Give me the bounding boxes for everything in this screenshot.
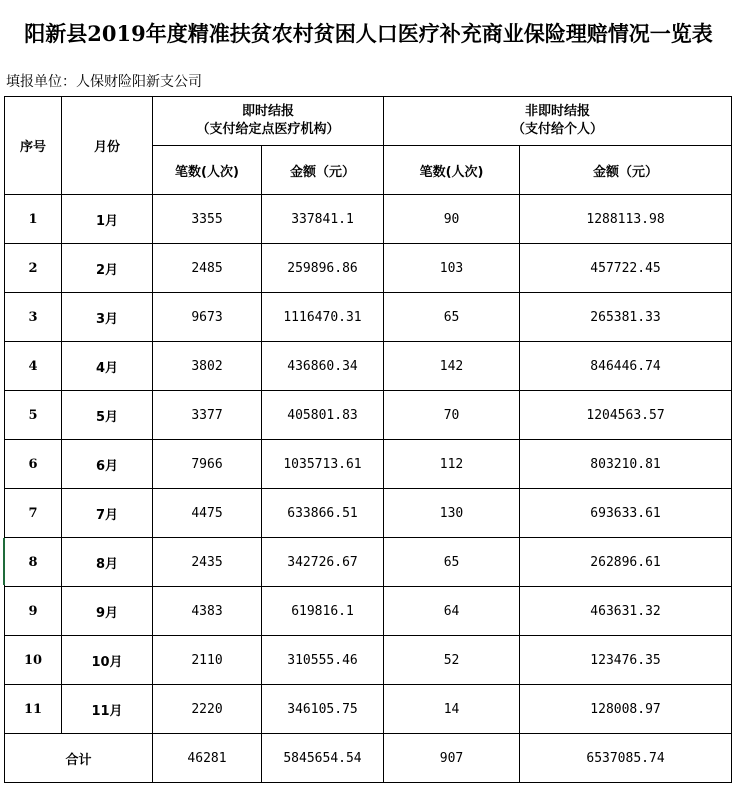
imm-amount-cell: 346105.75 [262,685,384,734]
seq-cell: 6 [5,440,62,489]
imm-amount-cell: 310555.46 [262,636,384,685]
header-deferred [384,97,732,146]
total-row [5,734,732,783]
seq-cell: 1 [5,195,62,244]
seq-cell: 4 [5,342,62,391]
table-row [5,489,732,538]
seq-cell: 10 [5,636,62,685]
imm-amount-cell: 436860.34 [262,342,384,391]
seq-cell: 7 [5,489,62,538]
total-label: 合计 [5,734,153,783]
header-def-count: 笔数(人次) [384,146,520,195]
table-row [5,440,732,489]
table-row [5,587,732,636]
imm-count-cell: 3355 [153,195,262,244]
table-row [5,293,732,342]
table-row [5,391,732,440]
header-month: 月份 [62,97,153,195]
month-cell: 8月 [62,538,153,587]
imm-count-cell: 2435 [153,538,262,587]
imm-count-cell: 2220 [153,685,262,734]
imm-amount-cell: 1035713.61 [262,440,384,489]
month-cell: 3月 [62,293,153,342]
imm-amount-cell: 342726.67 [262,538,384,587]
def-amount-cell: 803210.81 [520,440,732,489]
imm-count-cell: 3802 [153,342,262,391]
month-cell: 9月 [62,587,153,636]
table-row [5,195,732,244]
month-cell: 7月 [62,489,153,538]
total-def-count: 907 [384,734,520,783]
imm-count-cell: 2485 [153,244,262,293]
seq-cell: 11 [5,685,62,734]
table-row [5,342,732,391]
total-imm-amount: 5845654.54 [262,734,384,783]
imm-count-cell: 4383 [153,587,262,636]
seq-cell: 9 [5,587,62,636]
month-cell: 1月 [62,195,153,244]
def-count-cell: 52 [384,636,520,685]
def-count-cell: 130 [384,489,520,538]
table-row [5,636,732,685]
header-immediate-subtitle: （支付给定点医疗机构） [196,122,340,137]
header-immediate-title: 即时结报 [242,104,295,119]
seq-cell: 2 [5,244,62,293]
def-count-cell: 142 [384,342,520,391]
claims-table [4,96,732,783]
def-amount-cell: 262896.61 [520,538,732,587]
header-def-amount: 金额（元） [520,146,732,195]
reporting-unit: 填报单位：人保财险阳新支公司 [6,74,202,90]
header-deferred-subtitle: （支付给个人） [512,122,604,137]
header-row-1 [5,97,732,146]
imm-amount-cell: 405801.83 [262,391,384,440]
table-row [5,244,732,293]
month-cell: 11月 [62,685,153,734]
month-cell: 10月 [62,636,153,685]
imm-count-cell: 3377 [153,391,262,440]
def-amount-cell: 693633.61 [520,489,732,538]
def-count-cell: 64 [384,587,520,636]
def-amount-cell: 123476.35 [520,636,732,685]
imm-amount-cell: 1116470.31 [262,293,384,342]
def-amount-cell: 128008.97 [520,685,732,734]
total-imm-count: 46281 [153,734,262,783]
header-deferred-title: 非即时结报 [525,104,591,119]
month-cell: 5月 [62,391,153,440]
imm-amount-cell: 337841.1 [262,195,384,244]
seq-cell: 8 [5,538,62,587]
total-def-amount: 6537085.74 [520,734,732,783]
def-amount-cell: 463631.32 [520,587,732,636]
page-title: 阳新县2019年度精准扶贫农村贫困人口医疗补充商业保险理赔情况一览表 [24,21,713,46]
table-row [5,685,732,734]
imm-amount-cell: 633866.51 [262,489,384,538]
imm-count-cell: 9673 [153,293,262,342]
def-count-cell: 103 [384,244,520,293]
month-cell: 4月 [62,342,153,391]
def-amount-cell: 846446.74 [520,342,732,391]
imm-count-cell: 7966 [153,440,262,489]
def-count-cell: 14 [384,685,520,734]
imm-amount-cell: 259896.86 [262,244,384,293]
def-amount-cell: 1288113.98 [520,195,732,244]
def-count-cell: 90 [384,195,520,244]
imm-amount-cell: 619816.1 [262,587,384,636]
month-cell: 6月 [62,440,153,489]
header-seq: 序号 [5,97,62,195]
def-amount-cell: 1204563.57 [520,391,732,440]
header-imm-count: 笔数(人次) [153,146,262,195]
seq-cell: 3 [5,293,62,342]
month-cell: 2月 [62,244,153,293]
header-imm-amount: 金额（元） [262,146,384,195]
row-selection-accent [3,538,5,585]
def-count-cell: 70 [384,391,520,440]
def-count-cell: 112 [384,440,520,489]
imm-count-cell: 2110 [153,636,262,685]
imm-count-cell: 4475 [153,489,262,538]
def-amount-cell: 457722.45 [520,244,732,293]
table-row [5,538,732,587]
def-count-cell: 65 [384,538,520,587]
seq-cell: 5 [5,391,62,440]
header-immediate [153,97,384,146]
def-count-cell: 65 [384,293,520,342]
def-amount-cell: 265381.33 [520,293,732,342]
